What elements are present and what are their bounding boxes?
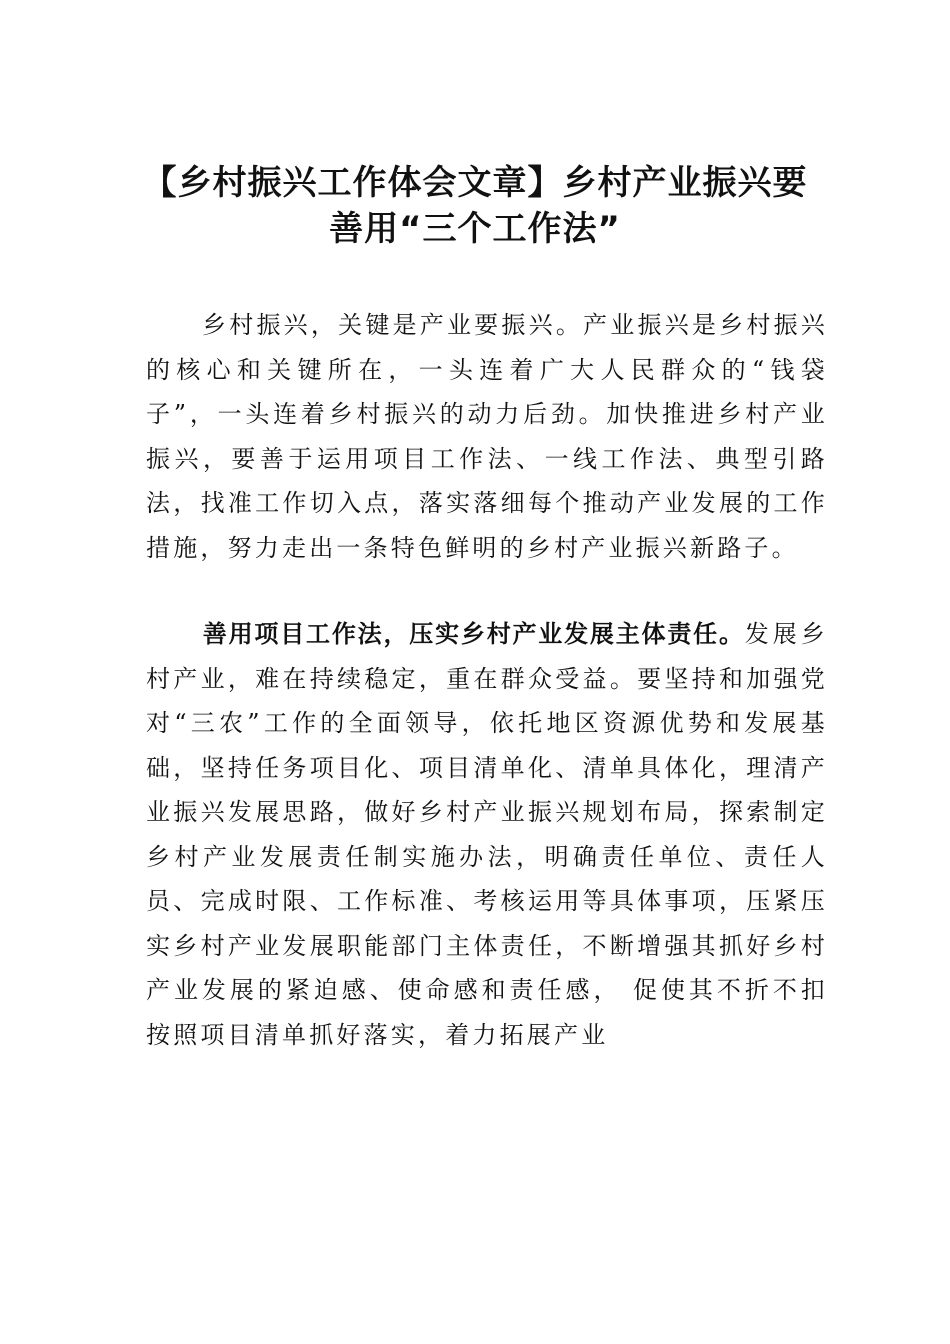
paragraph-1 [146, 303, 828, 570]
paragraph-2 [146, 612, 828, 1057]
title-line-1: 【乡村振兴工作体会文章】乡村产业振兴要 [142, 163, 808, 203]
document-title [120, 160, 830, 252]
title-line-2: 善用“三个工作法” [329, 209, 621, 249]
paragraph-2-lead: 善用项目工作法，压实乡村产业发展主体责任。 [202, 620, 745, 648]
paragraph-2-text: 发展乡村产业，难在持续稳定，重在群众受益。要坚持和加强党对“三农”工作的全面领导，依托地区资源优势和发展基础，坚持任务项目化、项目清单化、清单具体化，理清产业振兴发展思路，做好乡村产业振兴规划布局，探索制定乡村产业发展责任制实施办法，明确责任单位、责任人员、完成时限、工作标准、考核运用等具体事项，压紧压实乡村产业发展职能部门主体责任，不断增强其抓好乡村产业发展的紧迫感、使命感和责任感， 促使其不折不扣按照项目清单抓好落实，着力拓展产业 [146, 620, 828, 1049]
paragraph-1-text: 乡村振兴，关键是产业要振兴。产业振兴是乡村振兴的核心和关键所在，一头连着广大人民群众的“钱袋子”，一头连着乡村振兴的动力后劲。加快推进乡村产业振兴，要善于运用项目工作法、一线工作法、典型引路法，找准工作切入点，落实落细每个推动产业发展的工作措施，努力走出一条特色鲜明的乡村产业振兴新路子。 [146, 311, 828, 562]
